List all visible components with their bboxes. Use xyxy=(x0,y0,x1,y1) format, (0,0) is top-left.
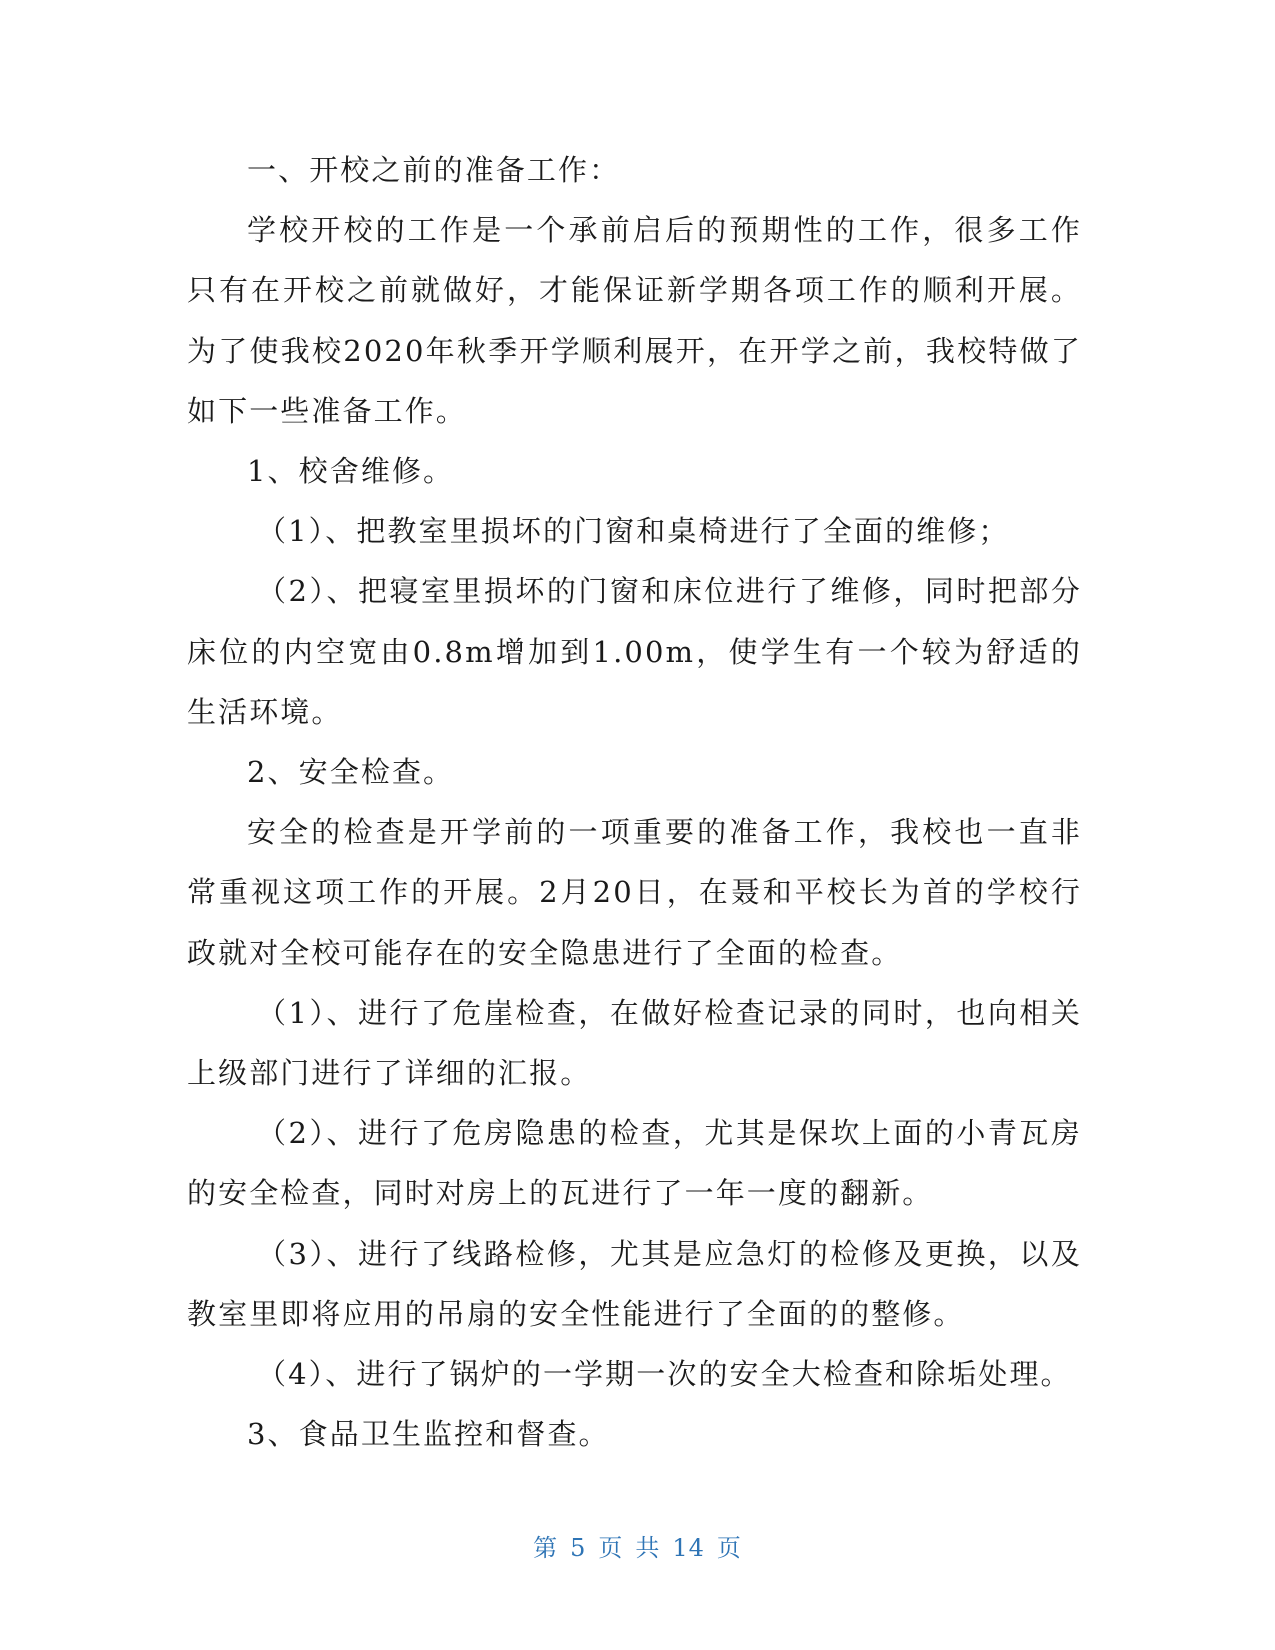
subsection-heading: 3、食品卫生监控和督查。 xyxy=(247,1417,610,1452)
list-item: （3）、进行了线路检修，尤其是应急灯的检修及更换，以及教室里即将应用的吊扇的安全性能进行了全面的的整修。 xyxy=(187,1236,1082,1331)
subsection-heading: 2、安全检查。 xyxy=(247,755,455,790)
list-item: （2）、把寝室里损坏的门窗和床位进行了维修，同时把部分床位的内空宽由0.8m增加到1.00m，使学生有一个较为舒适的生活环境。 xyxy=(187,574,1082,729)
list-item: （1）、进行了危崖检查，在做好检查记录的同时，也向相关上级部门进行了详细的汇报。 xyxy=(187,995,1082,1091)
footer-total-word: 共 xyxy=(635,1534,661,1562)
total-pages-number: 14 xyxy=(672,1534,705,1562)
page-footer xyxy=(0,1528,1275,1563)
section-heading: 一、开校之前的准备工作： xyxy=(247,153,621,187)
footer-prefix: 第 xyxy=(533,1534,559,1562)
current-page-number: 5 xyxy=(570,1534,587,1562)
body-paragraph: 学校开校的工作是一个承前启后的预期性的工作，很多工作只有在开校之前就做好，才能保证新学期各项工作的顺利开展。为了使我校2020年秋季开学顺利展开，在开学之前，我校特做了如下一些准备工作。 xyxy=(187,213,1082,428)
list-item: （1）、把教室里损坏的门窗和桌椅进行了全面的维修； xyxy=(257,514,1010,549)
footer-page-word: 页 xyxy=(598,1534,624,1562)
list-item: （4）、进行了锅炉的一学期一次的安全大检查和除垢处理。 xyxy=(257,1357,1072,1392)
body-paragraph: 安全的检查是开学前的一项重要的准备工作，我校也一直非常重视这项工作的开展。2月20日，在聂和平校长为首的学校行政就对全校可能存在的安全隐患进行了全面的检查。 xyxy=(187,815,1082,970)
document-body xyxy=(187,140,1082,1464)
subsection-heading: 1、校舍维修。 xyxy=(247,454,455,489)
list-item: （2）、进行了危房隐患的检查，尤其是保坎上面的小青瓦房的安全检查，同时对房上的瓦进行了一年一度的翻新。 xyxy=(187,1116,1082,1211)
footer-suffix: 页 xyxy=(716,1534,742,1562)
